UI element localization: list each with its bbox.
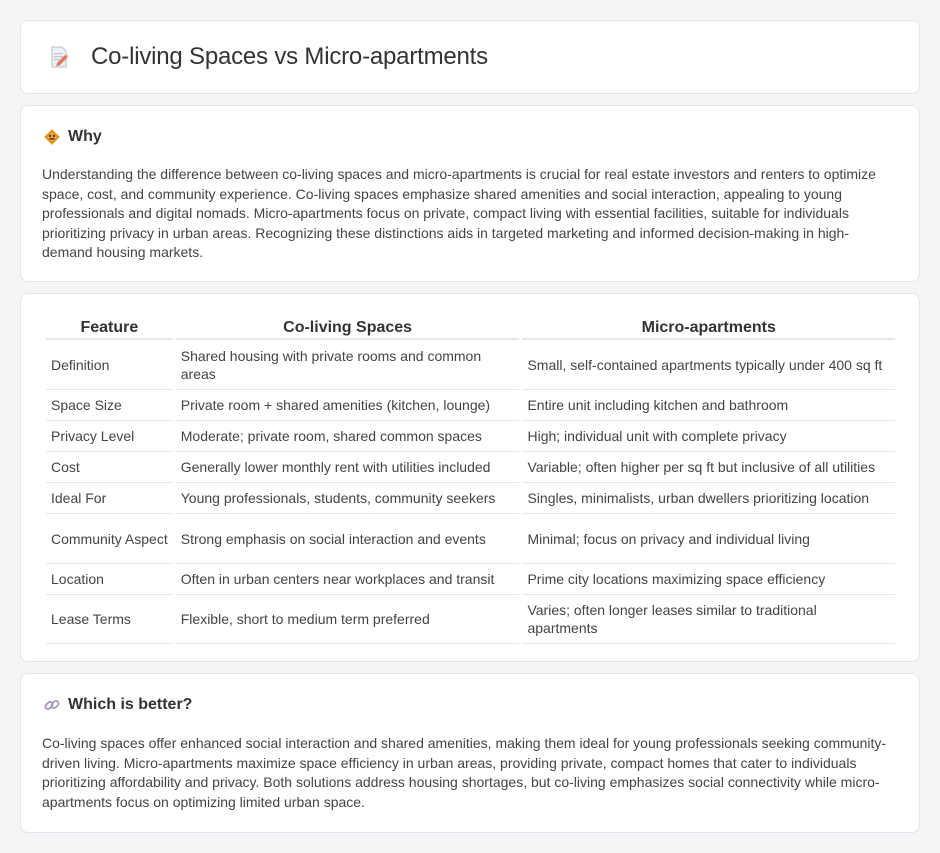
table-row [46,339,895,389]
feature-cell: Location [46,563,173,594]
document-edit-icon [47,45,71,69]
table-row [46,594,895,644]
better-title: Which is better? [68,696,193,713]
micro-cell: Minimal; focus on privacy and individual living [522,513,895,563]
micro-cell: Entire unit including kitchen and bathroom [522,389,895,420]
micro-cell: High; individual unit with complete privacy [522,420,895,451]
why-text: Understanding the difference between co-living spaces and micro-apartments is crucial for real estate investors and renters to optimize space, cost, and community experience. Co-living spaces emphasize shared amenities and social interaction, appealing to young professionals and digital nomads. Micro-apartments focus on private, compact living with essential facilities, suitable for individuals prioritizing privacy in urban areas. Recognizing these distinctions aids in targeted marketing and informed decision-making in high-demand housing markets. [42,166,876,261]
comparison-table [43,316,898,644]
micro-cell: Singles, minimalists, urban dwellers prioritizing location [522,482,895,513]
coliving-cell: Flexible, short to medium term preferred [176,594,520,644]
feature-cell: Cost [46,451,173,482]
table-row [46,420,895,451]
feature-cell: Privacy Level [46,420,173,451]
table-row [46,482,895,513]
feature-cell: Definition [46,339,173,389]
better-section [20,673,920,833]
why-title: Why [68,128,102,145]
table-row [46,451,895,482]
diamond-sign-icon [43,128,61,146]
feature-cell: Lease Terms [46,594,173,644]
coliving-cell: Strong emphasis on social interaction and events [176,513,520,563]
why-section [20,105,920,282]
table-row [46,563,895,594]
page-title: Co-living Spaces vs Micro-apartments [91,43,488,70]
link-icon [43,696,61,714]
micro-cell: Variable; often higher per sq ft but inclusive of all utilities [522,451,895,482]
header-micro: Micro-apartments [522,316,895,339]
feature-cell: Ideal For [46,482,173,513]
table-row [46,389,895,420]
micro-cell: Varies; often longer leases similar to traditional apartments [522,594,895,644]
micro-cell: Prime city locations maximizing space efficiency [522,563,895,594]
title-card [20,20,920,94]
table-row [46,513,895,563]
feature-cell: Space Size [46,389,173,420]
header-feature: Feature [46,316,173,339]
coliving-cell: Moderate; private room, shared common spaces [176,420,520,451]
coliving-cell: Young professionals, students, community seekers [176,482,520,513]
feature-cell: Community Aspect [46,513,173,563]
better-text: Co-living spaces offer enhanced social interaction and shared amenities, making them ideal for young professionals seeking community-driven living. Micro-apartments maximize space efficiency in urban areas, providing private, compact homes that cater to individuals prioritizing affordability and privacy. Both solutions address housing shortages, but co-living emphasizes social connectivity while micro-apartments focus on optimizing limited urban space. [42,735,887,810]
comparison-section [20,293,920,662]
coliving-cell: Often in urban centers near workplaces and transit [176,563,520,594]
coliving-cell: Generally lower monthly rent with utilities included [176,451,520,482]
coliving-cell: Private room + shared amenities (kitchen, lounge) [176,389,520,420]
table-header-row [46,316,895,339]
coliving-cell: Shared housing with private rooms and common areas [176,339,520,389]
header-coliving: Co-living Spaces [176,316,520,339]
micro-cell: Small, self-contained apartments typically under 400 sq ft [522,339,895,389]
